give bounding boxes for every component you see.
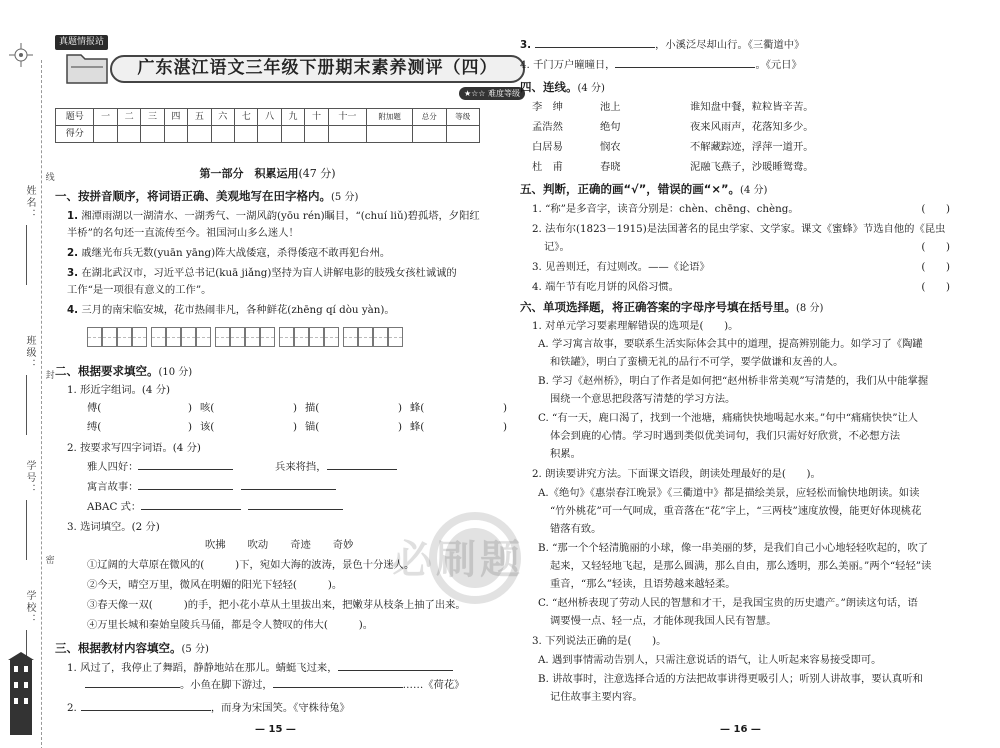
score-input[interactable] [94, 126, 117, 143]
section-tag: 真题情报站 [55, 35, 108, 50]
choice-option-cont: 记住故事主要内容。 [550, 691, 643, 703]
matching-row [520, 99, 980, 116]
score-cell: 十一 [328, 109, 366, 126]
question-text: 在湖北武汉市，习近平总书记(kuā jiǎng)坚持为盲人讲解电影的肢残女孩杜诚诚的 [81, 267, 457, 279]
s2-question-3: 3. 选词填空。(2 分) [67, 521, 160, 533]
choice-option[interactable]: C. “赵州桥表现了劳动人民的智慧和才干，是我国宝贵的历史遗产。”朗读这句话，语 [538, 597, 918, 609]
answer-blank[interactable] [338, 660, 453, 671]
judge-text: 2. 法布尔(1823－1915)是法国著名的昆虫学家、文学家。课文《蜜蜂》节选自他的《昆虫 [532, 223, 946, 235]
four-char-row-1 [87, 459, 397, 476]
answer-blank[interactable] [327, 459, 397, 470]
answer-blank[interactable] [138, 479, 233, 490]
page-right [520, 35, 980, 735]
fill-sentence-1[interactable]: ①辽阔的大草原在微风的( )下，宛如大海的波涛，景色十分迷人。 [87, 559, 415, 571]
judge-item-3 [520, 259, 980, 276]
four-char-row-2 [87, 479, 336, 496]
section-1-title [55, 188, 358, 205]
question-number: 3. [67, 267, 79, 279]
section-1-title-text: 一、按拼音顺序，将词语正确、美观地写在田字格内。 [55, 189, 331, 203]
choice-option[interactable]: B. “那一个个轻清脆丽的小球，像一串美丽的梦，是我们自己小心地轻轻吹起的，吹了 [538, 542, 929, 554]
page-number-left: — 15 — [255, 724, 296, 735]
score-cell: 八 [258, 109, 281, 126]
char-item: 蜂( [410, 402, 425, 414]
judge-item-1 [520, 201, 980, 218]
name-blank[interactable] [26, 225, 27, 285]
choice-option-cont: “竹外桃花”可一气呵成，重音落在“花”字上，“三两枝”速度放慢，能更好体现桃花 [550, 505, 922, 517]
choice-option[interactable]: B. 学习《赵州桥》，明白了作者是如何把“赵州桥非常美观”写清楚的，我们从中能掌握 [538, 375, 929, 387]
school-label: 学校： [24, 590, 35, 626]
judge-text: 1. “称”是多音字，读音分别是：chèn、chēng、chèng。 [532, 203, 799, 215]
choice-option-cont: 围绕一个意思把段落写清楚的学习方法。 [550, 393, 736, 405]
section-6-title [520, 299, 823, 316]
judge-answer[interactable]: ( ) [921, 203, 950, 215]
word-bank [205, 538, 353, 552]
match-author[interactable]: 杜 甫 [532, 161, 563, 173]
similar-chars-row-2 [87, 420, 507, 434]
cut-line [41, 60, 42, 748]
score-input[interactable] [258, 126, 281, 143]
answer-blank[interactable] [615, 57, 755, 68]
char-item: 描( [305, 402, 320, 414]
match-line[interactable]: 夜来风雨声，花落知多少。 [690, 121, 814, 133]
s1-question-4 [67, 302, 482, 319]
section-3-title-text: 三、根据教材内容填空。 [55, 641, 182, 655]
question-text: 4. 千门万户曈曈日， [520, 59, 616, 71]
question-text: 工作“是一项很有意义的工作”。 [67, 284, 212, 296]
char-paren[interactable]: ) [397, 421, 402, 433]
part-points: (47 分) [298, 167, 336, 180]
choice-option[interactable]: A. 遇到事情需动告别人，只需注意说话的语气，让人听起来容易接受即可。 [538, 654, 882, 666]
section-5-title [520, 181, 767, 198]
s2-question-1: 1. 形近字组词。(4 分) [67, 384, 171, 396]
section-4-title-text: 四、连线。 [520, 80, 578, 94]
s3-question-2 [67, 700, 482, 717]
cut-word-feng: 封 [43, 370, 54, 379]
section-4-title [520, 79, 605, 96]
section-2-title [55, 363, 192, 380]
match-author[interactable]: 白居易 [532, 141, 563, 153]
choice-q2: 2. 朗读要讲究方法。下面课文语段，朗读处理最好的是( )。 [532, 468, 821, 480]
header [55, 35, 520, 98]
class-blank[interactable] [26, 375, 27, 435]
section-5-points: (4 分) [740, 185, 768, 196]
score-input[interactable] [281, 126, 304, 143]
score-cell: 附加题 [367, 109, 413, 126]
score-input[interactable] [367, 126, 413, 143]
question-number: 1. [67, 210, 79, 222]
section-2-points: (10 分) [158, 367, 193, 378]
section-4-points: (4 分) [577, 83, 605, 94]
matching-row [520, 159, 980, 176]
choice-option[interactable]: B. 讲故事时，注意选择合适的方法把故事讲得更吸引人；听别人讲故事，要认真听和 [538, 673, 923, 685]
section-5-title-text: 五、判断，正确的画“√”，错误的画“×”。 [520, 182, 741, 196]
four-char-label: 雅人四好： [87, 461, 139, 473]
char-item: 蜂( [410, 421, 425, 433]
match-line[interactable]: 谁知盘中餐，粒粒皆辛苦。 [690, 101, 814, 113]
score-input[interactable] [446, 126, 480, 143]
four-char-label: ABAC 式： [87, 501, 142, 513]
s1-question-3 [67, 265, 482, 299]
class-label: 班级： [24, 335, 35, 371]
answer-blank[interactable] [85, 677, 180, 688]
page-left [55, 35, 520, 735]
judge-text: 记》。 [544, 241, 570, 253]
four-char-row-3 [87, 499, 343, 516]
choice-option[interactable]: C. “有一天，鹿口渴了，找到一个池塘，痛痛快快地喝起水来。”句中“痛痛快快”让人 [538, 412, 919, 424]
score-input[interactable] [305, 126, 328, 143]
match-line[interactable]: 泥融飞燕子，沙暖睡鸳鸯。 [690, 161, 814, 173]
four-char-label: 寓言故事： [87, 481, 139, 493]
s3-question-3 [520, 37, 980, 54]
answer-blank[interactable] [535, 37, 655, 48]
question-number: 2. [67, 247, 79, 259]
match-author[interactable]: 孟浩然 [532, 121, 563, 133]
score-header-row [56, 109, 480, 126]
question-text: 。《元日》 [755, 59, 802, 71]
question-number: 2. [67, 702, 77, 714]
match-author[interactable]: 李 绅 [532, 101, 563, 113]
question-text: 1. 风过了，我停止了舞蹈，静静地站在那儿。蜻蜓飞过来， [67, 662, 338, 674]
score-cell: 题号 [56, 109, 94, 126]
choice-option-cont: 调要慢一点、轻一点，才能体现我国人民有智慧。 [550, 615, 777, 627]
score-input[interactable] [117, 126, 140, 143]
question-text: 湘潭雨湖以一湖清水、一湖秀气、一湖风韵(yōu rén)瞩目，“(chuí liǔ)碧孤塔，夕阳红 [81, 210, 480, 222]
score-cell: 三 [141, 109, 164, 126]
s3-question-1 [67, 660, 482, 694]
score-input[interactable] [211, 126, 234, 143]
id-label: 学号： [24, 460, 35, 496]
answer-blank[interactable] [81, 700, 211, 711]
char-paren[interactable]: ) [292, 402, 297, 414]
char-item: 傅( [87, 402, 102, 414]
choice-q3: 3. 下列说法正确的是( )。 [532, 635, 667, 647]
tianzige-grid[interactable] [87, 327, 403, 347]
s1-question-1 [67, 208, 482, 242]
s1-question-2 [67, 245, 482, 262]
question-text: 。小鱼在脚下游过， [180, 679, 273, 691]
match-line[interactable]: 不解藏踪迹，浮萍一道开。 [690, 141, 814, 153]
char-item: 咳( [200, 402, 215, 414]
page-number-right: — 16 — [720, 724, 761, 735]
char-paren[interactable]: ) [292, 421, 297, 433]
match-title[interactable]: 悯农 [600, 141, 621, 153]
judge-item-2-cont [520, 239, 980, 256]
question-text: ……《荷花》 [402, 679, 465, 691]
binding-margin [0, 0, 52, 748]
folder-icon [65, 49, 109, 85]
char-paren[interactable]: ) [397, 402, 402, 414]
score-input[interactable] [234, 126, 257, 143]
id-blank[interactable] [26, 500, 27, 560]
name-label: 姓名： [24, 185, 35, 221]
score-cell: 九 [281, 109, 304, 126]
question-text: ，而身为宋国笑。《守株待兔》 [210, 702, 350, 714]
choice-option-cont: 和铁罐》，明白了蛮横无礼的品行不可学，要学做谦和友善的人。 [550, 356, 844, 368]
choice-option-cont: 起来，又轻轻地飞起，是那么圆满，那么自由，那么透明，那么美丽。”两个“轻轻”读 [550, 560, 932, 572]
matching-row [520, 139, 980, 156]
judge-item-2 [520, 221, 980, 238]
choice-option-cont: 积累。 [550, 448, 581, 460]
char-item: 缚( [87, 421, 102, 433]
building-decoration-icon [6, 650, 36, 740]
choice-q1: 1. 对单元学习要素理解错误的选项是( )。 [532, 320, 739, 332]
score-input[interactable] [141, 126, 164, 143]
tianzige-word[interactable] [343, 327, 403, 347]
section-3-title [55, 640, 209, 657]
score-row-label: 得分 [56, 126, 94, 143]
difficulty-badge: ★☆☆ 难度等级 [459, 87, 525, 100]
section-6-points: (8 分) [796, 303, 824, 314]
score-table [55, 108, 480, 143]
tianzige-word[interactable] [87, 327, 147, 347]
flower-decoration-icon [6, 40, 36, 70]
answer-blank[interactable] [273, 677, 403, 688]
tianzige-word[interactable] [151, 327, 211, 347]
question-text: ，小溪泛尽却山行。《三衢道中》 [655, 39, 805, 51]
watermark-text: 必刷题 [392, 537, 524, 583]
score-cell: 五 [188, 109, 211, 126]
cut-word-xian: 线 [43, 172, 54, 181]
score-input[interactable] [328, 126, 366, 143]
answer-blank[interactable] [141, 499, 241, 510]
answer-blank[interactable] [241, 479, 336, 490]
part-title-text: 第一部分 积累运用 [199, 167, 299, 180]
cut-word-mi: 密 [43, 555, 54, 564]
fill-sentence-3[interactable]: ③春天像一双( )的手，把小花小草从土里拔出来，把嫩芽从枝条上抽了出来。 [87, 599, 466, 611]
choice-option-cont: 体会到鹿的心情。学习时遇到类似优美词句，我们只需好好欣赏，不必想方法 [550, 430, 901, 442]
match-title[interactable]: 池上 [600, 101, 621, 113]
word-option: 奇迹 [290, 539, 311, 551]
question-number: 4. [67, 304, 79, 316]
score-cell: 十 [305, 109, 328, 126]
score-input[interactable] [413, 126, 446, 143]
score-cell: 六 [211, 109, 234, 126]
match-title[interactable]: 绝句 [600, 121, 621, 133]
matching-row [520, 119, 980, 136]
choice-option[interactable]: A. 学习寓言故事，要联系生活实际体会其中的道理，提高辨别能力。如学习了《陶罐 [538, 338, 923, 350]
fill-sentence-2[interactable]: ②今天，晴空万里，微风在明媚的阳光下轻轻( )。 [87, 579, 343, 591]
s2-question-2: 2. 按要求写四字词语。(4 分) [67, 442, 201, 454]
choice-option[interactable]: A.《绝句》《惠崇春江晚景》《三衢道中》都是描绘美景，应轻松而愉快地朗读。如读 [538, 487, 920, 499]
char-paren[interactable]: ) [187, 421, 192, 433]
score-cell: 二 [117, 109, 140, 126]
char-paren[interactable]: ) [502, 421, 507, 433]
char-paren[interactable]: ) [502, 402, 507, 414]
score-input[interactable] [188, 126, 211, 143]
judge-answer[interactable]: ( ) [921, 261, 950, 273]
question-text: 半桥”的名句还一直流传至今。祖国河山多么迷人！ [67, 227, 299, 239]
section-2-title-text: 二、根据要求填空。 [55, 364, 159, 378]
judge-text: 4. 端午节有吃月饼的风俗习惯。 [532, 281, 679, 293]
score-cell: 总分 [413, 109, 446, 126]
word-option: 吹拂 [205, 539, 226, 551]
section-1-points: (5 分) [331, 192, 359, 203]
page-title: 广东湛江语文三年级下册期末素养测评（四） [110, 55, 525, 83]
score-input[interactable] [164, 126, 187, 143]
choice-option-cont: 错落有致。 [550, 523, 602, 535]
s3-question-4 [520, 57, 980, 74]
answer-blank[interactable] [138, 459, 233, 470]
char-paren[interactable]: ) [187, 402, 192, 414]
char-item: 锚( [305, 421, 320, 433]
similar-chars-row-1 [87, 401, 507, 415]
question-text: 三月的南宋临安城，花市热闹非凡，各种鲜花(zhēng qí dòu yàn)。 [81, 304, 395, 316]
score-cell: 等级 [446, 109, 480, 126]
part-title [55, 166, 480, 181]
char-item: 该( [200, 421, 215, 433]
question-number: 3. [520, 39, 532, 51]
match-title[interactable]: 春晓 [600, 161, 621, 173]
score-input-row [56, 126, 480, 143]
four-char-label: 兵来将挡， [275, 461, 327, 473]
answer-blank[interactable] [248, 499, 343, 510]
section-6-title-text: 六、单项选择题，将正确答案的字母序号填在括号里。 [520, 300, 796, 314]
score-cell: 七 [234, 109, 257, 126]
tianzige-word[interactable] [215, 327, 275, 347]
score-cell: 四 [164, 109, 187, 126]
judge-answer[interactable]: ( ) [921, 281, 950, 293]
question-text: 戚继光布兵无数(yuān yāng)阵大战倭寇，杀得倭寇不敢再犯台州。 [81, 247, 391, 259]
section-3-points: (5 分) [181, 644, 209, 655]
score-cell: 一 [94, 109, 117, 126]
judge-answer[interactable]: ( ) [921, 241, 950, 253]
word-option: 吹动 [247, 539, 269, 551]
tianzige-word[interactable] [279, 327, 339, 347]
judge-item-4 [520, 279, 980, 296]
choice-option-cont: 重音，“那么”轻读，且语势越来越轻柔。 [550, 578, 736, 590]
judge-text: 3. 见善则迁，有过则改。——《论语》 [532, 261, 710, 273]
word-option: 奇妙 [332, 539, 354, 551]
fill-sentence-4[interactable]: ④万里长城和秦始皇陵兵马俑，都是令人赞叹的伟大( )。 [87, 619, 374, 631]
